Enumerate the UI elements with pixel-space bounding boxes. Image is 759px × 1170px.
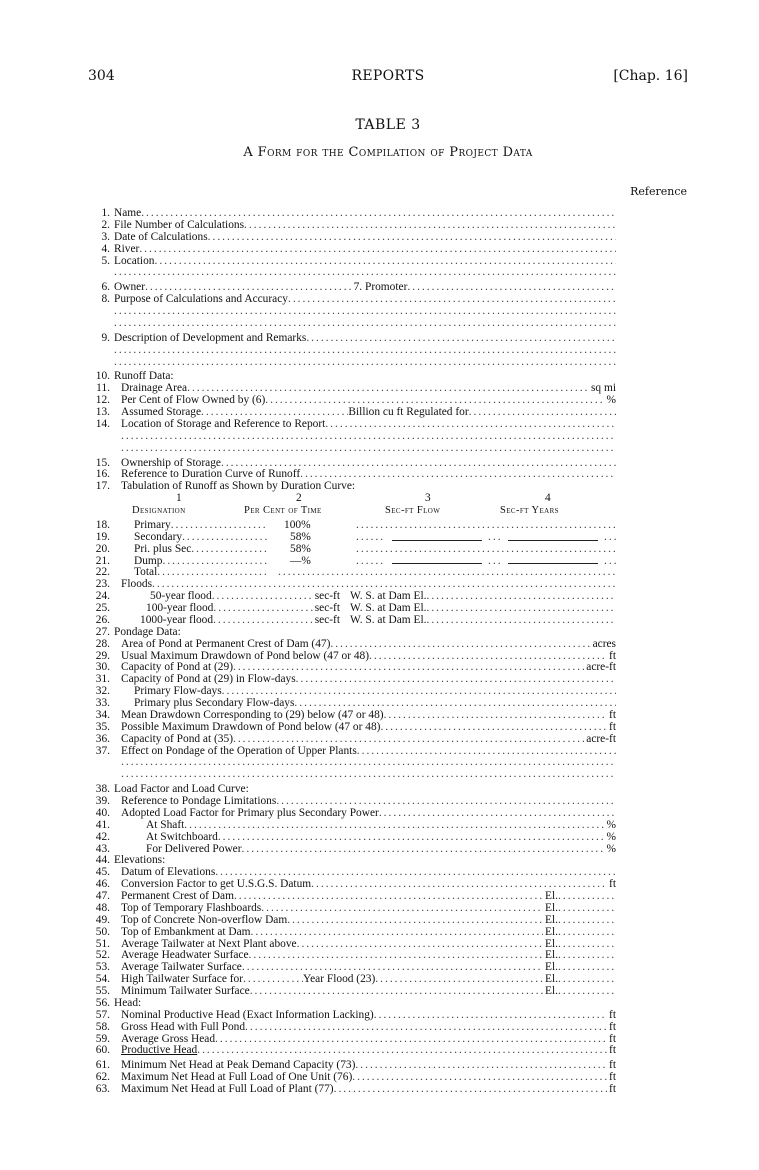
line-label: Floods	[121, 579, 153, 591]
form-line-2: 2. File Number of Calculations .....	[88, 220, 616, 232]
unit-label: ft	[609, 709, 616, 721]
unit-label: El.	[545, 938, 558, 950]
line-label: Drainage Area	[121, 383, 188, 395]
line-label: Minimum Tailwater Surface	[121, 986, 250, 997]
line-label: 100-year flood	[146, 603, 214, 614]
unit-label: El.	[545, 974, 558, 986]
form-blank-line	[88, 318, 616, 330]
line-label: Capacity of Pond at (29) in Flow-days	[121, 674, 296, 686]
line-label-ws: W. S. at Dam El.	[350, 614, 427, 626]
line-label: File Number of Calculations	[114, 219, 245, 231]
form-line-41: 41. At Shaft ..... %	[88, 820, 616, 832]
line-label-ws: W. S. at Dam El.	[350, 591, 427, 603]
running-title: REPORTS	[351, 68, 425, 84]
leader-dots	[249, 950, 543, 962]
leader-dots	[296, 674, 616, 686]
leader-dots	[191, 544, 268, 556]
form-line-26: 26. 1000-year flood ..... sec-ft W. S. at Dam El. .....	[88, 615, 616, 627]
form-line-20: 20. Pri. plus Sec ..... 58% .....	[88, 544, 616, 556]
form-line-54: 54. High Tailwater Surface for ..... Year Flood (23) ..... El. .....	[88, 974, 616, 986]
line-label: Conversion Factor to get U.S.G.S. Datum	[121, 879, 312, 891]
leader-dots	[355, 1060, 607, 1072]
leader-dots	[157, 567, 268, 579]
form-line-3: 3. Date of Calculations .....	[88, 232, 616, 244]
form-blank-line	[88, 306, 616, 318]
form-line-51: 51. Average Tailwater at Next Plant above ..... El. .....	[88, 939, 616, 951]
line-label: For Delivered Power	[146, 843, 242, 855]
leader-dots	[213, 615, 313, 627]
line-label: Reference to Pondage Limitations	[121, 796, 277, 807]
line-label: Top of Concrete Non-overflow Dam	[121, 914, 288, 926]
leader-dots	[234, 891, 543, 903]
leader-dots	[426, 615, 616, 627]
chapter-label: [Chap. 16]	[613, 68, 688, 84]
form-line-49: 49. Top of Concrete Non-overflow Dam ..... El. .....	[88, 915, 616, 927]
form-line-27: 27. Pondage Data:	[95, 626, 181, 638]
leader-dots	[261, 903, 543, 915]
leader-dots	[356, 544, 616, 556]
form-line-17: 17. Tabulation of Runoff as Shown by Duration Curve:	[95, 481, 356, 493]
section-heading: Head:	[114, 997, 142, 1009]
column-number-2: 2	[296, 493, 302, 505]
unit-label: El.	[545, 891, 558, 902]
leader-dots	[197, 1045, 607, 1057]
leader-dots	[300, 469, 616, 481]
unit-label: %	[606, 395, 616, 407]
line-label: Gross Head with Full Pond	[121, 1021, 246, 1033]
unit-label: ft	[609, 879, 616, 891]
line-label: Total	[134, 567, 158, 579]
leader-dots	[325, 419, 616, 431]
form-line-52: 52. Average Headwater Surface ..... El. .....	[88, 950, 616, 962]
unit-label: ft	[609, 1033, 616, 1045]
line-label: 50-year flood	[150, 591, 212, 603]
line-label: Minimum Net Head at Peak Demand Capacity (73)	[121, 1060, 356, 1072]
line-label: Possible Maximum Drawdown of Pond below (47 or 48)	[121, 721, 381, 733]
percent-value: —%	[290, 555, 311, 567]
leader-dots	[114, 318, 616, 330]
line-label: Capacity of Pond at (29)	[121, 662, 233, 674]
form-line-28: 28. Area of Pond at Permanent Crest of Dam (47) ..... acres	[88, 639, 616, 651]
leader-dots	[244, 220, 616, 232]
form-line-23: 23. Floods .....	[88, 579, 616, 591]
leader-dots	[233, 734, 584, 746]
form-line-48: 48. Top of Temporary Flashboards ..... El. .....	[88, 903, 616, 915]
leader-dots	[297, 939, 543, 951]
unit-label: %	[606, 819, 616, 831]
line-label: Assumed Storage	[121, 407, 202, 418]
form-line-61: 61. Minimum Net Head at Peak Demand Capacity (73) ..... ft	[88, 1060, 616, 1072]
form-line-32: 32. Primary Flow-days .....	[88, 686, 616, 698]
form-line-10: 10. Runoff Data:	[95, 371, 174, 383]
line-label: Location	[114, 255, 155, 267]
form-line-37: 37. Effect on Pondage of the Operation of Upper Plants .....	[88, 746, 616, 758]
form-line-35: 35. Possible Maximum Drawdown of Pond below (47 or 48) ..... ft	[88, 722, 616, 734]
form-line-5: 5. Location .....	[88, 256, 616, 268]
form-line-12: 12. Per Cent of Flow Owned by (6) ..... %	[88, 395, 616, 407]
unit-label: acres	[592, 638, 616, 650]
column-number-3: 3	[425, 493, 431, 505]
leader-dots	[330, 639, 590, 651]
form-line-9: 9. Description of Development and Remarks .....	[88, 333, 616, 345]
form-blank-line	[88, 443, 616, 455]
tabulation-column-headers	[88, 505, 616, 517]
line-label: High Tailwater Surface for	[121, 974, 244, 986]
form-line-53: 53. Average Tailwater Surface ..... El. .....	[88, 962, 616, 974]
leader-dots	[221, 458, 616, 470]
line-label: At Switchboard	[146, 831, 218, 843]
table-subtitle: A Form for the Compilation of Project Data	[243, 145, 533, 160]
leader-dots	[357, 746, 616, 758]
leader-dots	[426, 591, 616, 603]
line-label: Location of Storage and Reference to Report	[121, 418, 326, 430]
line-label: At Shaft	[146, 819, 185, 831]
leader-dots	[407, 282, 616, 294]
line-label: Average Tailwater Surface	[121, 962, 242, 974]
leader-dots	[276, 796, 616, 808]
unit-label: %	[606, 843, 616, 855]
line-label: Tabulation of Runoff as Shown by Duration Curve:	[121, 481, 356, 493]
line-label: Productive Head	[121, 1045, 198, 1057]
form-blank-line	[88, 267, 616, 279]
percent-value: 58%	[290, 543, 311, 555]
unit-label: ft	[609, 650, 616, 662]
leader-dots	[215, 1034, 607, 1046]
leader-dots	[245, 1022, 607, 1034]
leader-dots	[380, 722, 607, 734]
form-line-34: 34. Mean Drawdown Corresponding to (29) below (47 or 48) ..... ft	[88, 710, 616, 722]
line-label: Primary Flow-days	[134, 686, 222, 698]
form-blank-line	[88, 431, 616, 443]
leader-dots	[369, 651, 607, 663]
leader-dots	[114, 306, 616, 318]
line-label-ws: W. S. at Dam El.	[350, 603, 427, 614]
unit-label: sec-ft	[314, 614, 340, 626]
line-label: Secondary	[134, 531, 183, 543]
form-line-57: 57. Nominal Productive Head (Exact Information Lacking) ..... ft	[88, 1010, 616, 1022]
unit-label: ft	[609, 1021, 616, 1033]
section-heading: Load Factor and Load Curve:	[114, 784, 249, 796]
form-line-1: 1. Name .....	[88, 208, 616, 220]
line-label-promoter: 7. Promoter	[353, 282, 408, 294]
form-line-45: 45. Datum of Elevations .....	[88, 867, 616, 879]
unit-label: El.	[545, 986, 558, 997]
form-line-59: 59. Average Gross Head ..... ft	[88, 1034, 616, 1046]
form-line-63: 63. Maximum Net Head at Full Load of Plant (77) ..... ft	[88, 1084, 616, 1096]
line-label: Primary plus Secondary Flow-days	[134, 698, 295, 709]
section-heading: Pondage Data:	[114, 626, 181, 638]
leader-dots	[294, 698, 616, 710]
form-line-62: 62. Maximum Net Head at Full Load of One Unit (76) ..... ft	[88, 1072, 616, 1084]
tabulation-column-numbers	[88, 493, 616, 505]
table-title: TABLE 3	[355, 117, 421, 133]
leader-dots	[215, 867, 616, 879]
form-line-4: 4. River .....	[88, 244, 616, 256]
line-label: Per Cent of Flow Owned by (6)	[121, 395, 266, 407]
column-header-flow: Sec-ft Flow	[385, 505, 441, 516]
unit-label: El.	[545, 950, 558, 962]
leader-dots	[152, 579, 616, 591]
line-label: Dump	[134, 555, 163, 567]
leader-dots	[306, 333, 616, 345]
leader-dots	[201, 407, 348, 419]
form-blank-line	[88, 769, 616, 781]
fill-rule	[508, 532, 598, 541]
leader-dots	[114, 345, 616, 357]
line-label: Primary	[134, 519, 171, 531]
leader-dots	[242, 962, 543, 974]
leader-dots	[374, 1010, 607, 1022]
form-line-56: 56. Head:	[95, 997, 142, 1009]
unit-label: sec-ft	[314, 603, 340, 614]
leader-dots	[334, 1084, 607, 1096]
form-line-18: 18. Primary ..... 100% .....	[88, 520, 616, 532]
line-label: Owner	[114, 282, 145, 294]
form-blank-line	[88, 345, 616, 357]
line-label: Nominal Productive Head (Exact Information Lacking)	[121, 1009, 374, 1021]
line-label: Description of Development and Remarks	[114, 332, 307, 344]
page-header	[88, 68, 688, 88]
form-line-25: 25. 100-year flood ..... sec-ft W. S. at Dam El. .....	[88, 603, 616, 615]
leader-dots	[288, 294, 616, 306]
form-line-31: 31. Capacity of Pond at (29) in Flow-days .....	[88, 674, 616, 686]
form-line-60: 60. Productive Head ..... ft	[88, 1045, 616, 1057]
leader-dots	[426, 603, 616, 615]
line-label: Average Tailwater at Next Plant above	[121, 938, 297, 950]
leader-dots	[162, 556, 268, 568]
line-label: Ownership of Storage	[121, 457, 221, 469]
line-label: Datum of Elevations	[121, 867, 216, 879]
unit-label: El.	[545, 962, 558, 974]
column-header-designation: Designation	[132, 505, 186, 516]
line-label-year-flood: Year Flood (23)	[303, 974, 376, 986]
leader-dots	[379, 808, 616, 820]
page-number: 304	[88, 68, 115, 84]
percent-value: 58%	[290, 531, 311, 543]
column-number-1: 1	[176, 493, 182, 505]
line-label: 1000-year flood	[140, 614, 214, 626]
form-line-39: 39. Reference to Pondage Limitations .....	[88, 796, 616, 808]
form-line-30: 30. Capacity of Pond at (29) ..... acre-ft	[88, 662, 616, 674]
form-line-50: 50. Top of Embankment at Dam ..... El. .....	[88, 927, 616, 939]
leader-dots	[311, 879, 607, 891]
form-line-38: 38. Load Factor and Load Curve:	[95, 784, 249, 796]
leader-dots	[352, 1072, 607, 1084]
line-label: Top of Embankment at Dam	[121, 926, 251, 938]
leader-dots	[242, 844, 605, 856]
line-label: Pri. plus Sec	[134, 543, 192, 555]
line-label: Permanent Crest of Dam	[121, 891, 234, 902]
unit-label: ft	[609, 1045, 616, 1057]
leader-dots	[212, 591, 313, 603]
leader-dots	[278, 567, 616, 579]
form-line-16: 16. Reference to Duration Curve of Runoff .....	[88, 469, 616, 481]
section-heading: Elevations:	[114, 855, 166, 867]
fill-rule	[392, 532, 482, 541]
leader-dots	[114, 357, 616, 369]
form-line-46: 46. Conversion Factor to get U.S.G.S. Datum ..... ft	[88, 879, 616, 891]
column-header-years: Sec-ft Years	[500, 505, 559, 516]
form-line-36: 36. Capacity of Pond at (35) ..... acre-ft	[88, 734, 616, 746]
line-label: River	[114, 243, 140, 255]
form-line-24: 24. 50-year flood ..... sec-ft W. S. at Dam El. .....	[88, 591, 616, 603]
unit-label: El.	[545, 926, 558, 938]
leader-dots	[121, 431, 616, 443]
leader-dots	[171, 520, 268, 532]
leader-dots	[233, 662, 584, 674]
line-label: Capacity of Pond at (35)	[121, 733, 233, 745]
form-line-14: 14. Location of Storage and Reference to Report .....	[88, 419, 616, 431]
line-label: Area of Pond at Permanent Crest of Dam (47)	[121, 638, 331, 650]
section-heading: Runoff Data:	[114, 371, 174, 383]
leader-dots	[184, 820, 604, 832]
form-blank-line	[88, 757, 616, 769]
leader-dots	[187, 383, 589, 395]
column-header-percent-time: Per Cent of Time	[244, 505, 322, 516]
form-line-29: 29. Usual Maximum Drawdown of Pond below (47 or 48) ..... ft	[88, 651, 616, 663]
leader-dots	[155, 256, 617, 268]
form-line-22: 22. Total ..... .....	[88, 567, 616, 579]
unit-label: ft	[609, 1060, 616, 1072]
form-line-47: 47. Permanent Crest of Dam ..... El. .....	[88, 891, 616, 903]
line-label: Usual Maximum Drawdown of Pond below (47 or 48)	[121, 650, 370, 662]
unit-label: sq mi	[590, 383, 616, 395]
form-line-40: 40. Adopted Load Factor for Primary plus Secondary Power .....	[88, 808, 616, 820]
leader-dots	[265, 395, 604, 407]
form-body	[88, 208, 616, 1096]
column-number-4: 4	[545, 493, 551, 505]
leader-dots	[182, 532, 268, 544]
line-label: Mean Drawdown Corresponding to (29) below (47 or 48)	[121, 709, 384, 721]
unit-label: El.	[545, 902, 558, 914]
form-line-15: 15. Ownership of Storage .....	[88, 458, 616, 470]
line-label: Effect on Pondage of the Operation of Upper Plants	[121, 745, 357, 757]
line-label: Maximum Net Head at Full Load of One Unit (76)	[121, 1072, 353, 1084]
form-line-58: 58. Gross Head with Full Pond ..... ft	[88, 1022, 616, 1034]
leader-dots	[139, 244, 616, 256]
line-label: Average Headwater Surface	[121, 950, 249, 962]
form-line-13: 13. Assumed Storage ..... Billion cu ft Regulated for .....	[88, 407, 616, 419]
leader-dots	[218, 832, 605, 844]
unit-label: El.	[545, 914, 558, 926]
leader-dots	[213, 603, 312, 615]
form-line-55: 55. Minimum Tailwater Surface ..... El. .....	[88, 986, 616, 998]
line-label-regulated: Billion cu ft Regulated for	[348, 407, 469, 418]
unit-label: sec-ft	[314, 591, 340, 603]
line-label: Name	[114, 208, 142, 219]
form-line-33: 33. Primary plus Secondary Flow-days .....	[88, 698, 616, 710]
fill-rule	[392, 556, 482, 565]
fill-rule	[508, 556, 598, 565]
unit-label: ft	[609, 1072, 616, 1084]
form-line-6: 6. Owner ..... 7. Promoter .....	[88, 282, 616, 294]
form-blank-line	[88, 357, 616, 369]
form-line-44: 44. Elevations:	[95, 855, 166, 867]
leader-dots	[287, 915, 543, 927]
reference-column-label: Reference	[630, 185, 687, 198]
leader-dots	[121, 443, 616, 455]
unit-label: ft	[609, 1009, 616, 1021]
leader-dots	[141, 208, 616, 220]
line-label: Adopted Load Factor for Primary plus Secondary Power	[121, 807, 379, 819]
form-line-8: 8. Purpose of Calculations and Accuracy .....	[88, 294, 616, 306]
form-line-21: 21. Dump ..... —% ..... ..... .....	[88, 556, 616, 568]
leader-dots	[208, 232, 616, 244]
leader-dots	[469, 407, 616, 419]
line-label: Reference to Duration Curve of Runoff	[121, 469, 301, 481]
leader-dots	[384, 710, 607, 722]
leader-dots	[121, 769, 616, 781]
form-line-43: 43. For Delivered Power ..... %	[88, 844, 616, 856]
leader-dots	[121, 757, 616, 769]
line-label: Date of Calculations	[114, 231, 208, 243]
leader-dots	[375, 974, 543, 986]
leader-dots	[356, 520, 616, 532]
line-label: Purpose of Calculations and Accuracy	[114, 294, 288, 306]
unit-label: ft	[609, 1084, 616, 1095]
leader-dots	[145, 282, 354, 294]
leader-dots	[250, 986, 543, 998]
form-line-11: 11. Drainage Area ..... sq mi	[88, 383, 616, 395]
unit-label: %	[606, 831, 616, 843]
unit-label: ft	[609, 721, 616, 733]
line-label: Top of Temporary Flashboards	[121, 902, 262, 914]
form-line-19: 19. Secondary ..... 58% ..... ..... .....	[88, 532, 616, 544]
leader-dots	[222, 686, 616, 698]
line-label: Average Gross Head	[121, 1033, 216, 1045]
percent-value: 100%	[284, 519, 311, 531]
leader-dots	[114, 267, 616, 279]
line-label: Maximum Net Head at Full Load of Plant (77)	[121, 1084, 334, 1095]
leader-dots	[251, 927, 543, 939]
form-line-42: 42. At Switchboard ..... %	[88, 832, 616, 844]
unit-label: acre-ft	[586, 733, 616, 745]
unit-label: acre-ft	[586, 662, 616, 674]
